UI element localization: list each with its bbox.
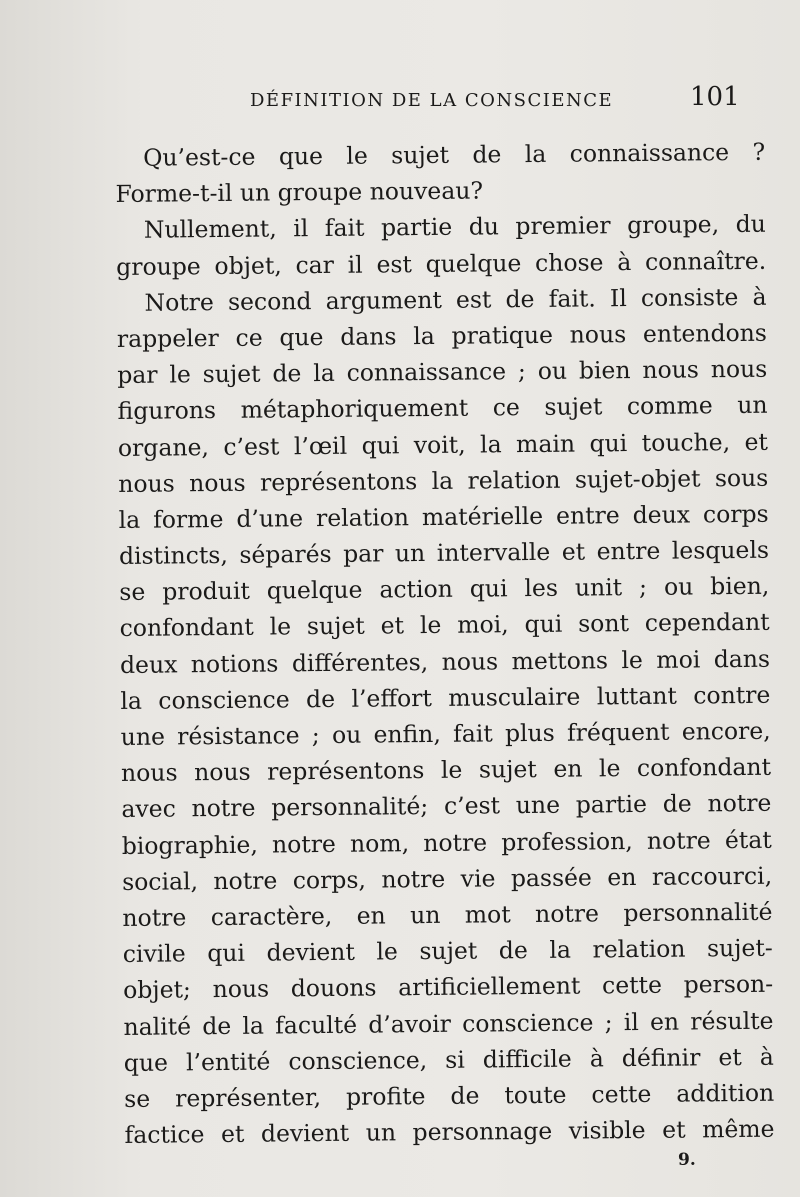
text-line: nous nous représentons le sujet en le confondant (120, 752, 772, 788)
text-line: objet; nous douons artificiellement cette person- (123, 970, 774, 1005)
text-line: une résistance ; ou enfin, fait plus fréquent encore, (120, 716, 771, 751)
text-line: nalité de la faculté d’avoir conscience ; il en résulte (123, 1006, 774, 1041)
text-line: la forme d’une relation matérielle entre deux corps (118, 499, 769, 534)
text-line: distincts, séparés par un intervalle et entre lesquels (118, 535, 770, 571)
signature-mark: 9. (678, 1150, 696, 1170)
text-line: Nullement, il fait partie du premier groupe, du (143, 210, 766, 245)
text-line: notre caractère, en un mot notre personnalité (122, 897, 773, 932)
text-line: nous nous représentons la relation sujet-objet sous (118, 463, 769, 498)
text-line: civile qui devient le sujet de la relation sujet- (122, 933, 773, 969)
text-line: factice et devient un personnage visible et même (124, 1114, 775, 1150)
text-line: Qu’est-ce que le sujet de la connaissance ? (143, 137, 766, 172)
text-line: organe, c’est l’œil qui voit, la main qui touche, et (117, 427, 769, 462)
text-line: rappeler ce que dans la pratique nous entendons (116, 318, 768, 353)
text-line: confondant le sujet et le moi, qui sont cependant (119, 608, 770, 643)
text-line: Forme-t-il un groupe nouveau? (115, 176, 484, 209)
body-text (115, 134, 775, 1153)
text-line: Notre second argument est de fait. Il consiste à (144, 282, 767, 317)
text-line: groupe objet, car il est quelque chose à connaître. (116, 246, 767, 281)
text-line: la conscience de l’effort musculaire luttant contre (120, 680, 771, 715)
text-line: se représenter, profite de toute cette addition (124, 1078, 775, 1113)
text-line: se produit quelque action qui les unit ; ou bien, (119, 571, 770, 607)
text-line: par le sujet de la connaissance ; ou bien nous nous (117, 354, 768, 390)
text-line: social, notre corps, notre vie passée en raccourci, (121, 861, 773, 896)
page-header (0, 82, 800, 122)
running-title: DÉFINITION DE LA CONSCIENCE (250, 90, 614, 111)
text-line: biographie, notre nom, notre profession, notre état (121, 825, 772, 860)
text-line: figurons métaphoriquement ce sujet comme un (117, 391, 768, 426)
page-number: 101 (690, 82, 740, 112)
text-line: deux notions différentes, nous mettons le moi dans (119, 644, 771, 679)
text-line: que l’entité conscience, si difficile à définir et à (123, 1042, 774, 1077)
text-line: avec notre personnalité; c’est une partie de notre (121, 789, 772, 824)
